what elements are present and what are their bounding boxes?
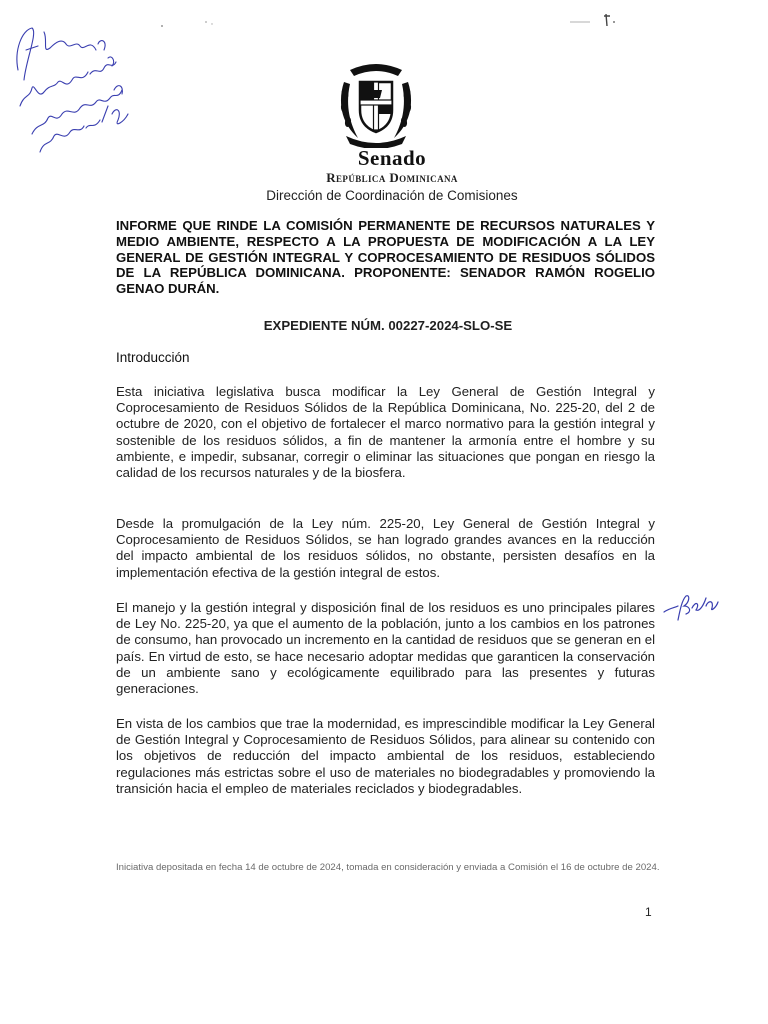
handwritten-note-icon [4,10,154,160]
department-name: Dirección de Coordinación de Comisiones [266,188,518,203]
section-heading: Introducción [116,350,190,365]
handwritten-initials-icon [660,590,724,630]
footnote: Iniciativa depositada en fecha 14 de octubre de 2024, tomada en consideración y enviada a Comisión el 16 de octubre de 2024. [116,862,660,873]
country-name: República Dominicana [326,170,458,185]
institution-name: Senado [357,146,427,170]
report-title: INFORME QUE RINDE LA COMISIÓN PERMANENTE DE RECURSOS NATURALES Y MEDIO AMBIENTE, RESPECTO A LA PROPUESTA DE MODIFICACIÓN A LA LEY GENERAL DE GESTIÓN INTEGRAL Y COPROCESAMIENTO DE RESIDUOS SÓLIDOS DE LA REPÚBLICA DOMINICANA. PROPONENTE: SENADOR RAMÓN ROGELIO GENAO DURÁN. [116,218,655,297]
paragraph: Esta iniciativa legislativa busca modificar la Ley General de Gestión Integral y Coprocesamiento de Residuos Sólidos de la República Dominicana, No. 225-20, del 2 de octubre de 2020, con el objetivo de fortalecer el marco normativo para la gestión integral y sostenible de los residuos sólidos, a fin de mantener la armonía entre el hombre y su ambiente, e impedir, subsanar, corregir o eliminar las situaciones que pongan en riesgo la calidad de los recursos naturales y de la biosfera. [116,384,655,481]
letterhead [0,146,768,205]
paragraph: El manejo y la gestión integral y disposición final de los residuos es uno principales pilares de Ley No. 225-20, ya que el aumento de la población, junto a los cambios en los patrones de consumo, han provocado un incremento en la cantidad de residuos que se generan en el país. En virtud de esto, se hace necesario adoptar medidas que garanticen la conservación de un ambiente sano y ecológicamente equilibrado para las presentes y futuras generaciones. [116,600,655,697]
page-number: 1 [645,905,652,919]
scan-speck-icon [150,14,230,34]
expediente-number: EXPEDIENTE NÚM. 00227-2024-SLO-SE [263,318,513,333]
coat-of-arms-icon [336,60,416,148]
paragraph: Desde la promulgación de la Ley núm. 225-20, Ley General de Gestión Integral y Coprocesamiento de Residuos Sólidos, se han logrado grandes avances en la reducción del impacto ambiental de los residuos sólidos, no obstante, persisten desafíos en la implementación efectiva de la gestión integral de estos. [116,516,655,580]
stamp-mark-icon [560,8,640,32]
paragraph: En vista de los cambios que trae la modernidad, es imprescindible modificar la Ley General de Gestión Integral y Coprocesamiento de Residuos Sólidos, para alinear su contenido con los objetivos de reducción del impacto ambiental de los residuos, estableciendo regulaciones más estrictas sobre el uso de materiales no biodegradables y promoviendo la transición hacia el empleo de materiales reciclados y biodegradables. [116,716,655,796]
